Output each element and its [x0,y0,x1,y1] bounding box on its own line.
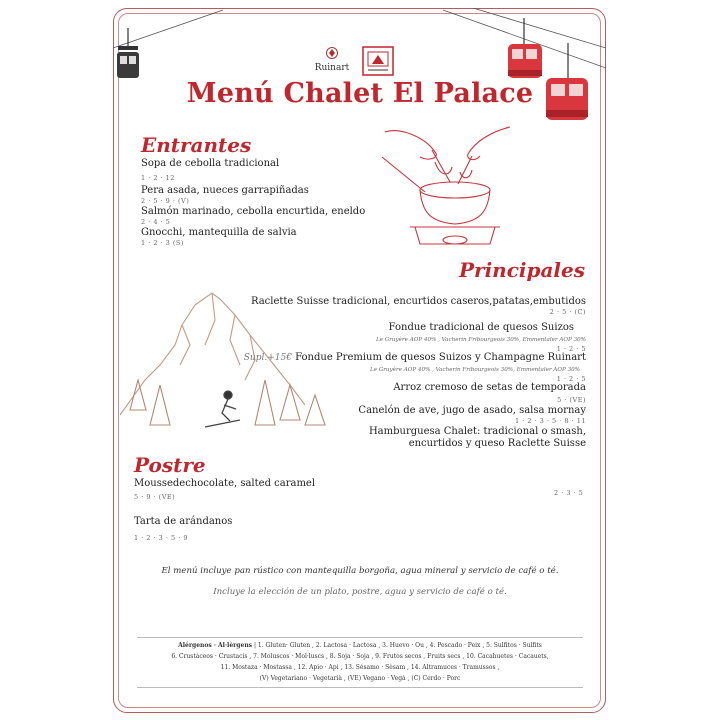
allergen-codes: 1 · 2 · 3 · 5 · 8 · 11 [515,417,586,425]
allergen-codes: 1 · 2 · 3 · 5 · 9 [134,534,188,542]
list-item: Tarta de arándanos [134,516,233,527]
list-item [244,352,586,363]
allergen-legend-label: Alérgenos · Al·lèrgens [178,642,253,649]
cheese-note: Le Gruyère AOP 40% , Vacherin Fribourgeois 30%, Emmentaler AOP 30% [375,337,586,343]
allergen-codes: 5 · 9 · (VE) [134,493,176,501]
allergen-codes: 5 · (VE) [557,396,586,404]
list-item: Canelón de ave, jugo de asado, salsa mornay [358,405,586,416]
list-item: Gnocchi, mantequilla de salvia [141,227,297,238]
menu-choice-note: Incluye la elección de un plato, postre, agua y servicio de café o té. [213,587,507,597]
fondue-pot-illustration [380,122,530,252]
cheese-note: Le Gruyère AOP 40% , Vacherin Fribourgeois 30%, Emmentaler AOP 30% [369,367,580,373]
section-postre-heading: Postre [134,453,206,477]
list-item: Moussedechocolate, salted caramel [134,478,316,489]
list-item: Salmón marinado, cebolla encurtida, eneldo [141,206,366,217]
list-item: Arroz cremoso de setas de temporada [393,382,586,393]
list-item: Sopa de cebolla tradicional [141,158,280,169]
allergen-codes: 1 · 2 · 12 [141,174,175,182]
entrantes-list [141,158,365,247]
allergen-legend-line: 11. Mostaza · Mostassa , 12. Apio · Api , 13. Sésamo · Sèsam , 14. Altramuces · Tramussos , [220,664,500,671]
list-item: Fondue tradicional de quesos Suizos [388,322,574,333]
list-item-cont: encurtidos y queso Raclette Suisse [408,438,586,449]
footer-divider-top [137,637,583,638]
supplement-price: Supl.+15€ [243,353,292,363]
section-entrantes-heading: Entrantes [141,133,252,157]
allergen-legend-line: 6. Crustáceos · Crustacis , 7. Moluscos · Mol·luscs , 8. Soja · Soja , 9. Frutos secos , Fruits secs , 10. Cacahuetes · Cacauets, [171,653,549,660]
allergen-codes: 1 · 2 · 5 [556,345,586,353]
ruinart-logo [312,46,352,73]
ruinart-crest-icon [312,46,352,60]
principales-list [244,296,586,449]
allergen-codes: 2 · 5 · (C) [549,308,586,316]
allergen-legend-line [137,640,583,651]
allergen-codes: 2 · 5 · 9 · (V) [141,197,190,205]
allergen-legend [137,640,583,684]
menu-title: Menú Chalet El Palace [186,78,534,109]
list-item: Pera asada, nueces garrapiñadas [141,185,309,196]
allergen-codes: 2 · 4 · 5 [141,218,171,226]
ruinart-logo-text: Ruinart [314,63,350,73]
cable-car-left-icon [114,28,140,84]
menu-includes-note: El menú incluye pan rústico con mantequilla borgoña, agua mineral y servicio de café o té. [161,566,559,576]
list-item: Hamburguesa Chalet: tradicional o smash, [368,426,586,437]
allergen-legend-line: (V) Vegetariano · Vegetarià , (VE) Vegano · Vegà , (C) Cerdo · Porc [259,675,461,682]
el-palace-logo-icon [362,46,394,76]
allergen-codes: 1 · 2 · 5 [556,375,586,383]
dish-name: Fondue Premium de quesos Suizos y Champagne Ruinart [295,352,586,363]
allergen-codes: 1 · 2 · 3 (S) [141,239,184,247]
footer-divider-bottom [137,687,583,688]
allergen-codes: 2 · 3 · 5 [554,489,584,497]
list-item: Raclette Suisse tradicional, encurtidos caseros,patatas,embutidos [250,296,586,307]
allergen-legend-codes: | 1. Gluten· Gluten , 2. Lactosa · Lactosa , 3. Huevo · Ou , 4. Pescado · Peix , 5. Sulfitos · Sulfits [252,642,542,649]
section-principales-heading: Principales [459,258,586,282]
